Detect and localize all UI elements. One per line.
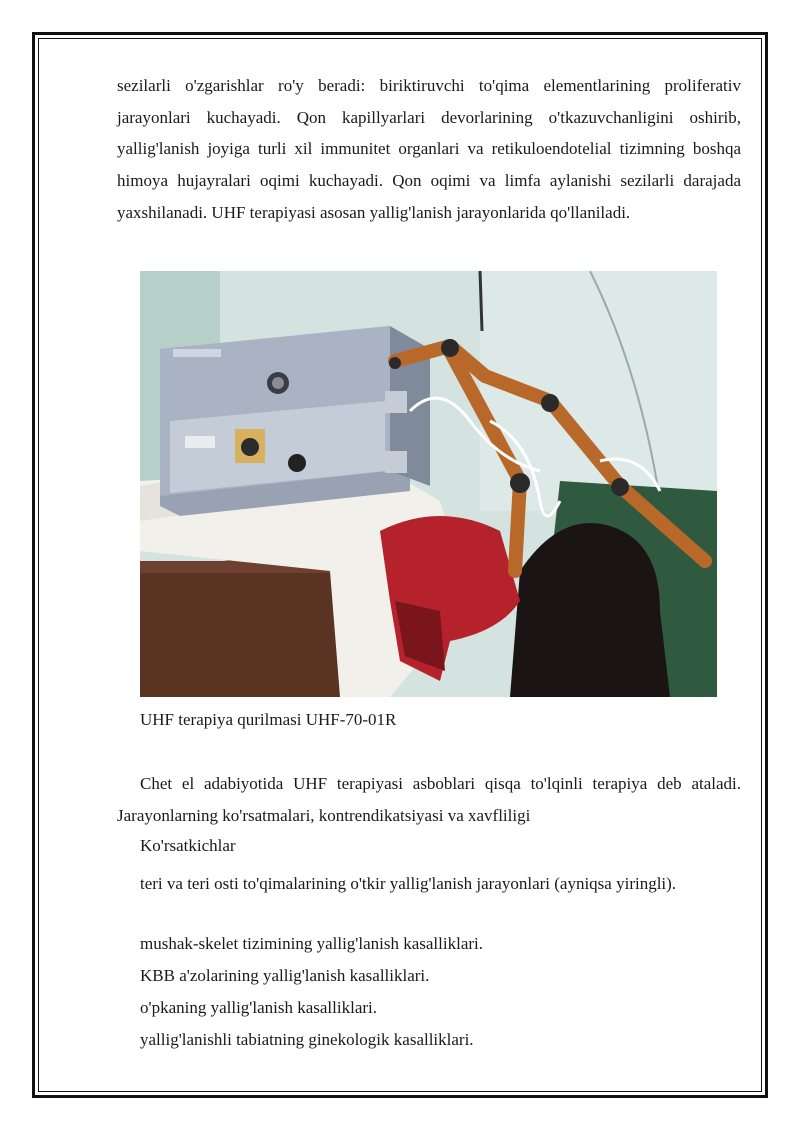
figure-caption: UHF terapiya qurilmasi UHF-70-01R [140,710,397,729]
paragraph-second: Chet el adabiyotida UHF terapiyasi asboblari qisqa to'lqinli terapiya deb ataladi. Jarayonlarning ko'rsatmalari, kontrendikatsiyasi va xavfliligi [117,774,741,825]
indication-item-4: o'pkaning yallig'lanish kasalliklari. [140,998,377,1017]
indication-item-3: KBB a'zolarining yallig'lanish kasalliklari. [140,966,430,985]
indication-item-1: teri va teri osti to'qimalarining o'tkir yallig'lanish jarayonlari (ayniqsa yiringli). [140,874,677,893]
indication-item-5: yallig'lanishli tabiatning ginekologik kasalliklari. [140,1030,474,1049]
indication-item-2: mushak-skelet tizimining yallig'lanish kasalliklari. [140,934,483,953]
paragraph-top: sezilarli o'zgarishlar ro'y beradi: biriktiruvchi to'qima elementlarining proliferativ jarayonlari kuchayadi. Qon kapillyarlari devorlarining o'tkazuvchanligini oshirib, yallig'lanish joyiga turli xil immunitet organlari va retikuloendotelial tizimning boshqa himoya hujayralari oqimi kuchayadi. Qon oqimi va limfa aylanishi sezilarli darajada yaxshilanadi. UHF terapiyasi asosan yallig'lanish jarayonlarida qo'llaniladi. [117,76,741,222]
indications-heading: Ko'rsatkichlar [140,836,236,855]
uhf-device-photo [140,271,717,697]
